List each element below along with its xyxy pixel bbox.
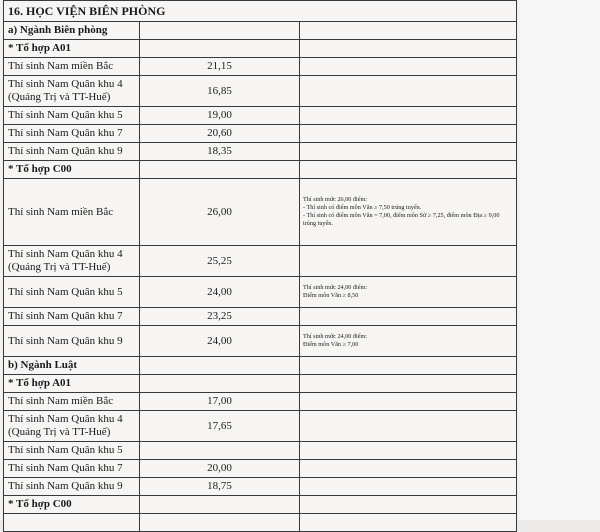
table-row — [4, 514, 517, 532]
table-title: 16. HỌC VIỆN BIÊN PHÒNG — [4, 1, 517, 22]
table-row — [4, 442, 517, 460]
table-row — [4, 308, 517, 326]
table-row — [4, 58, 517, 76]
row-label: Thí sinh Nam Quân khu 7 — [4, 460, 140, 478]
table-row — [4, 411, 517, 442]
admission-score-table — [3, 0, 517, 532]
row-note — [300, 277, 517, 308]
group-heading: * Tổ hợp C00 — [4, 496, 140, 514]
row-label: Thí sinh Nam miền Bắc — [4, 179, 140, 246]
row-label: Thí sinh Nam miền Bắc — [4, 58, 140, 76]
group-heading: * Tổ hợp C00 — [4, 161, 140, 179]
table-row — [4, 125, 517, 143]
row-label: Thí sinh Nam Quân khu 4 (Quảng Trị và TT-Huế) — [4, 246, 140, 277]
row-score: 23,25 — [140, 308, 300, 326]
note-line: Điểm môn Văn ≥ 8,50 — [303, 292, 359, 299]
row-score: 25,25 — [140, 246, 300, 277]
row-score: 18,35 — [140, 143, 300, 161]
note-line: Thí sinh mức 24,00 điểm: — [303, 284, 368, 291]
row-label: Thí sinh Nam miền Bắc — [4, 393, 140, 411]
row-label: Thí sinh Nam Quân khu 4 (Quảng Trị và TT-Huế) — [4, 76, 140, 107]
row-score: 17,65 — [140, 411, 300, 442]
row-note — [300, 326, 517, 357]
page-margin — [520, 0, 600, 520]
note-line: - Thí sinh có điểm môn Văn ≥ 7,50 trúng tuyển. — [303, 204, 422, 211]
note-line: Điểm môn Văn ≥ 7,00 — [303, 341, 359, 348]
row-score — [140, 442, 300, 460]
table-row — [4, 107, 517, 125]
table-title-row — [4, 1, 517, 22]
row-label: Thí sinh Nam Quân khu 7 — [4, 308, 140, 326]
note-line: - Thí sinh có điểm môn Văn = 7,00, điểm môn Sử ≥ 7,25, điểm môn Địa ≥ 9,00 trúng tuyển. — [303, 212, 500, 227]
group-row — [4, 375, 517, 393]
table-row — [4, 76, 517, 107]
row-score: 21,15 — [140, 58, 300, 76]
row-score: 24,00 — [140, 277, 300, 308]
row-score: 17,00 — [140, 393, 300, 411]
section-heading: b) Ngành Luật — [4, 357, 140, 375]
row-score: 24,00 — [140, 326, 300, 357]
group-heading: * Tổ hợp A01 — [4, 375, 140, 393]
table-row — [4, 326, 517, 357]
table-row — [4, 277, 517, 308]
row-label: Thí sinh Nam Quân khu 5 — [4, 107, 140, 125]
note-line: Thí sinh mức 26,00 điểm: — [303, 196, 368, 203]
table-row — [4, 143, 517, 161]
row-score: 20,00 — [140, 460, 300, 478]
note-line: Thí sinh mức 24,00 điểm: — [303, 333, 368, 340]
row-score: 18,75 — [140, 478, 300, 496]
row-label: Thí sinh Nam Quân khu 4 (Quảng Trị và TT-Huế) — [4, 411, 140, 442]
row-label: Thí sinh Nam Quân khu 9 — [4, 326, 140, 357]
group-row — [4, 40, 517, 58]
group-heading: * Tổ hợp A01 — [4, 40, 140, 58]
row-label: Thí sinh Nam Quân khu 9 — [4, 478, 140, 496]
section-heading: a) Ngành Biên phòng — [4, 22, 140, 40]
row-label: Thí sinh Nam Quân khu 9 — [4, 143, 140, 161]
group-row — [4, 496, 517, 514]
table-row — [4, 246, 517, 277]
table-row — [4, 179, 517, 246]
row-note — [300, 179, 517, 246]
row-score: 16,85 — [140, 76, 300, 107]
section-row — [4, 357, 517, 375]
row-label: Thí sinh Nam Quân khu 5 — [4, 442, 140, 460]
row-score: 20,60 — [140, 125, 300, 143]
row-score: 19,00 — [140, 107, 300, 125]
row-score: 26,00 — [140, 179, 300, 246]
row-label: Thí sinh Nam Quân khu 5 — [4, 277, 140, 308]
row-label: Thí sinh Nam Quân khu 7 — [4, 125, 140, 143]
section-row — [4, 22, 517, 40]
table-row — [4, 460, 517, 478]
table-row — [4, 478, 517, 496]
group-row — [4, 161, 517, 179]
table-row — [4, 393, 517, 411]
